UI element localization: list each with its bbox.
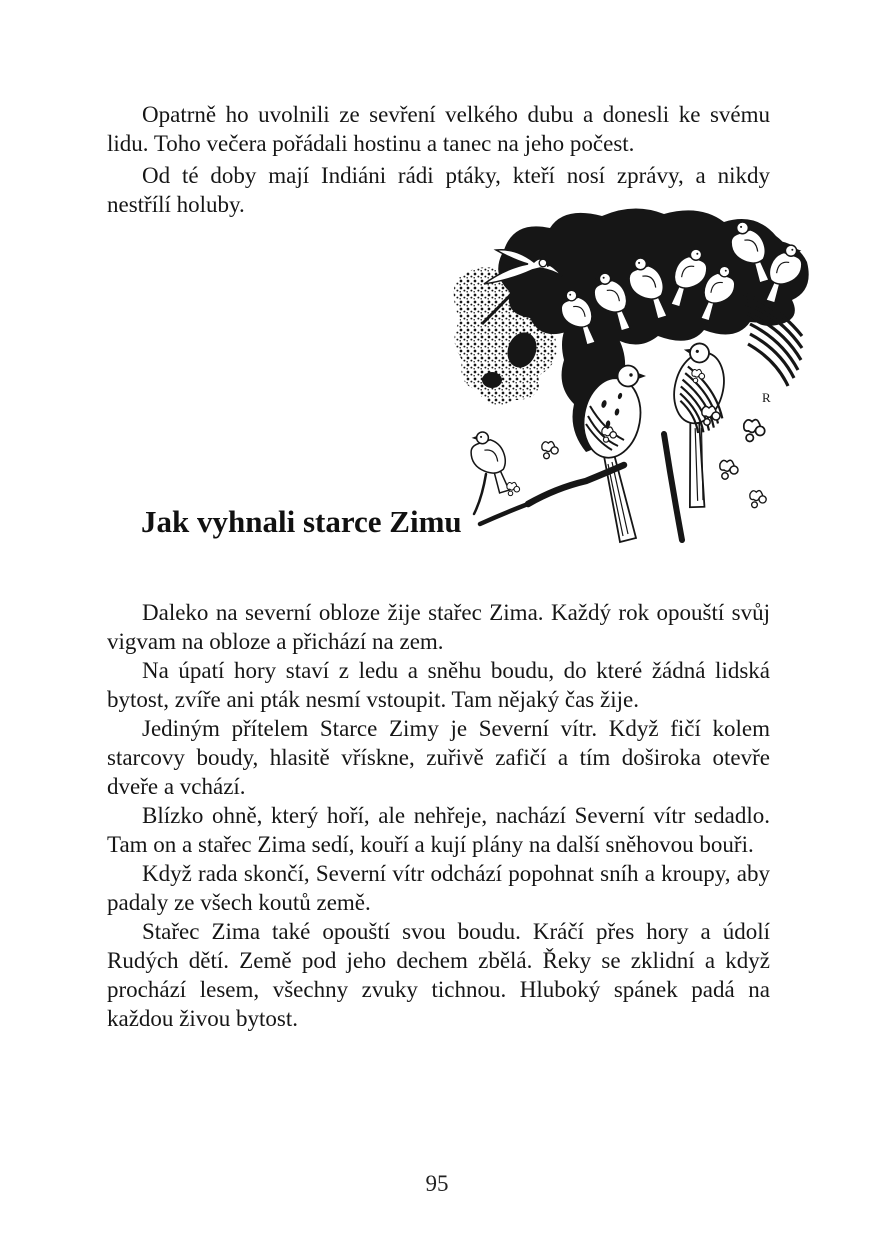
page-number: 95 — [425, 1171, 449, 1196]
story-paragraph: Stařec Zima také opouští svou boudu. Kráčí přes hory a údolí Rudých dětí. Země pod jeho dechem zbělá. Řeky se zklidní a když prochází lesem, všechny zvuky tichnou. Hluboký spánek padá na každou živou bytost. — [107, 919, 770, 1031]
story-paragraph: Blízko ohně, který hoří, ale nehřeje, nachází Severní vítr sedadlo. Tam on a stařec Zima sedí, kouří a kují plány na další sněhovou bouři. — [107, 803, 770, 857]
doves-illustration — [452, 202, 814, 548]
doves-illustration-svg — [452, 202, 814, 548]
artist-monogram: R — [762, 390, 771, 405]
intro-paragraph: Opatrně ho uvolnili ze sevření velkého dubu a donesli ke svému lidu. Toho večera pořádali hostinu a tanec na jeho počest. — [107, 102, 770, 156]
large-dove-right — [647, 340, 742, 511]
story-title: Jak vyhnali starce Zimu — [141, 504, 462, 539]
leaves — [507, 369, 766, 507]
story-paragraph: Jediným přítelem Starce Zimy je Severní vítr. Když fičí kolem starcovy boudy, hlasitě vřískne, zuřivě zafičí a tím doširoka otevře dveře a vchází. — [107, 716, 770, 799]
story-paragraph: Daleko na severní obloze žije stařec Zima. Každý rok opouští svůj vigvam na obloze a přichází na zem. — [107, 600, 770, 654]
story-paragraph: Když rada skončí, Severní vítr odchází popohnat sníh a kroupy, aby padaly ze všech koutů země. — [107, 861, 770, 915]
intro-paragraph: Od té doby mají Indiáni rádi ptáky, kteří nosí zprávy, a nikdy nestřílí holuby. — [107, 163, 770, 217]
story-section — [107, 598, 770, 1033]
story-paragraph: Na úpatí hory staví z ledu a sněhu boudu, do které žádná lidská bytost, zvíře ani pták nesmí vstoupit. Tam nějaký čas žije. — [107, 658, 770, 712]
